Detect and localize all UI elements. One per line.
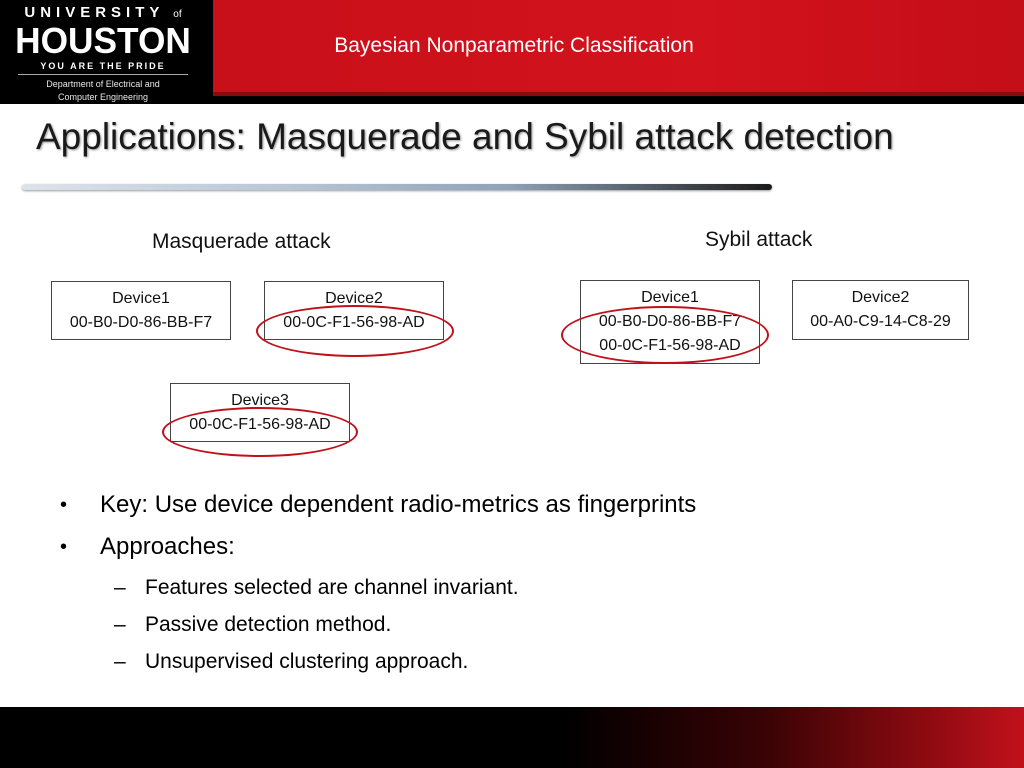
department-line-2: Computer Engineering bbox=[57, 92, 149, 102]
device-mac: 00-B0-D0-86-BB-F7 bbox=[598, 313, 742, 330]
footer-bar bbox=[0, 707, 1024, 768]
device-mac: 00-0C-F1-56-98-AD bbox=[189, 416, 331, 433]
masquerade-label: Masquerade attack bbox=[152, 230, 331, 253]
sybil-device2-box bbox=[792, 280, 969, 340]
logo-university-line bbox=[8, 4, 198, 21]
title-underline bbox=[22, 184, 772, 190]
bullet-key bbox=[60, 488, 960, 530]
sybil-label: Sybil attack bbox=[705, 228, 813, 251]
device-name: Device1 bbox=[641, 289, 699, 306]
presentation-title: Bayesian Nonparametric Classification bbox=[334, 34, 694, 57]
logo-tagline: YOU ARE THE PRIDE bbox=[40, 61, 166, 71]
masquerade-device1-box bbox=[51, 281, 231, 340]
dash-icon: – bbox=[114, 650, 126, 673]
slide-title: Applications: Masquerade and Sybil attack detection bbox=[36, 116, 894, 157]
device-name: Device2 bbox=[325, 290, 383, 307]
department-line-1: Department of Electrical and bbox=[46, 79, 160, 89]
sub-bullet-text: Unsupervised clustering approach. bbox=[145, 650, 469, 673]
sub-bullet-text: Passive detection method. bbox=[145, 613, 392, 636]
header-bar bbox=[0, 0, 1024, 104]
university-logo bbox=[8, 0, 198, 104]
sub-bullet bbox=[60, 572, 960, 609]
highlight-ellipse-masquerade-device3 bbox=[162, 407, 358, 457]
device-name: Device2 bbox=[851, 289, 910, 306]
logo-divider bbox=[18, 74, 188, 75]
device-mac: 00-B0-D0-86-BB-F7 bbox=[69, 314, 213, 331]
bullet-dot-icon: • bbox=[60, 536, 68, 558]
department-name bbox=[8, 78, 198, 104]
bullet-dot-icon: • bbox=[60, 494, 68, 516]
header-red-band-edge bbox=[213, 92, 1024, 96]
logo-of-text: of bbox=[173, 9, 182, 20]
device-mac: 00-A0-C9-14-C8-29 bbox=[810, 313, 951, 330]
bullet-approaches bbox=[60, 530, 960, 572]
logo-university-text: UNIVERSITY bbox=[24, 4, 165, 21]
device-mac: 00-0C-F1-56-98-AD bbox=[599, 337, 741, 354]
bullet-text: Approaches: bbox=[100, 533, 235, 560]
device-name: Device3 bbox=[231, 392, 289, 409]
bullet-text: Key: Use device dependent radio-metrics as fingerprints bbox=[100, 491, 697, 518]
sub-bullet bbox=[60, 609, 960, 646]
logo-houston-text: HOUSTON bbox=[15, 20, 191, 61]
dash-icon: – bbox=[114, 613, 126, 636]
bullet-list bbox=[60, 488, 960, 683]
highlight-ellipse-sybil-device1 bbox=[561, 306, 769, 364]
sub-bullet bbox=[60, 646, 960, 683]
device-mac: 00-0C-F1-56-98-AD bbox=[283, 314, 425, 331]
device-name: Device1 bbox=[112, 290, 170, 307]
dash-icon: – bbox=[114, 576, 126, 599]
highlight-ellipse-masquerade-device2 bbox=[256, 305, 454, 357]
sub-bullet-text: Features selected are channel invariant. bbox=[145, 576, 519, 599]
